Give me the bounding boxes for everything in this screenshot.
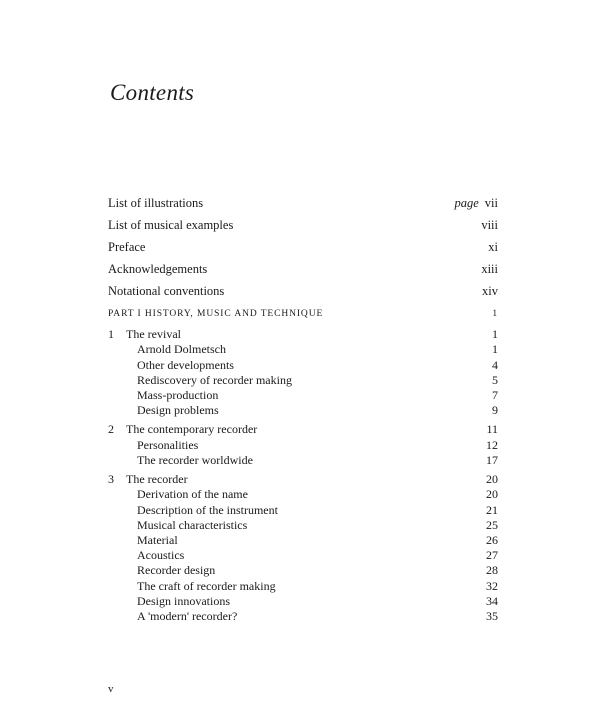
toc-entry-page: 9 <box>492 403 498 418</box>
toc-entry-page: 7 <box>492 387 498 402</box>
toc-entry-notational-conventions[interactable] <box>108 280 498 302</box>
section-title: Musical characteristics <box>137 517 248 532</box>
section-title: Rediscovery of recorder making <box>137 372 292 387</box>
toc-part-heading[interactable] <box>108 302 498 327</box>
toc-entry-label: List of illustrations <box>108 196 204 210</box>
page-word: page <box>454 196 479 210</box>
toc-section[interactable] <box>108 487 498 502</box>
toc-section[interactable] <box>108 594 498 609</box>
toc-entry-page: xi <box>488 240 498 254</box>
toc-entry-page: xiv <box>482 284 498 298</box>
toc-section[interactable] <box>108 342 498 357</box>
toc-entry-page: 25 <box>486 517 498 532</box>
section-title: Personalities <box>137 437 199 452</box>
toc-entry-page: 1 <box>492 327 498 341</box>
section-title: Design problems <box>137 403 219 418</box>
part-label: PART I HISTORY, MUSIC AND TECHNIQUE <box>108 309 324 319</box>
toc-entry-acknowledgements[interactable] <box>108 258 498 280</box>
section-title: Arnold Dolmetsch <box>137 342 226 357</box>
toc-entry-page: 27 <box>486 548 498 563</box>
toc-entry-page: 20 <box>486 472 498 487</box>
toc-entry-page: 21 <box>486 502 498 517</box>
table-of-contents <box>108 192 498 624</box>
toc-section[interactable] <box>108 609 498 624</box>
chapter-number: 1 <box>108 327 114 341</box>
section-title: Recorder design <box>137 563 216 578</box>
section-title: Design innovations <box>137 593 230 608</box>
toc-section[interactable] <box>108 403 498 418</box>
toc-entry-page: 35 <box>486 608 498 623</box>
toc-entry-label: List of musical examples <box>108 218 234 232</box>
toc-entry-page: 28 <box>486 563 498 578</box>
toc-entry-page: 12 <box>486 437 498 452</box>
chapter-title: The revival <box>126 327 181 341</box>
toc-chapter-1[interactable] <box>108 327 498 342</box>
chapter-title: The contemporary recorder <box>126 422 258 437</box>
section-title: A 'modern' recorder? <box>137 608 238 623</box>
toc-entry-page: viii <box>481 218 498 232</box>
toc-section[interactable] <box>108 373 498 388</box>
toc-entry-list-of-illustrations[interactable] <box>108 192 498 214</box>
folio-page-number: v <box>108 683 114 695</box>
toc-entry-list-of-musical-examples[interactable] <box>108 214 498 236</box>
toc-entry-page <box>454 192 498 214</box>
chapter-number: 3 <box>108 472 114 487</box>
toc-chapter-3[interactable] <box>108 472 498 487</box>
section-title: Acoustics <box>137 548 185 563</box>
toc-section[interactable] <box>108 533 498 548</box>
toc-entry-page: 26 <box>486 533 498 548</box>
toc-section[interactable] <box>108 358 498 373</box>
section-title: Description of the instrument <box>137 502 278 517</box>
toc-entry-label: Notational conventions <box>108 284 225 298</box>
section-title: Material <box>137 533 178 548</box>
toc-chapter-2[interactable] <box>108 422 498 437</box>
toc-section[interactable] <box>108 548 498 563</box>
toc-entry-preface[interactable] <box>108 236 498 258</box>
toc-entry-page: 5 <box>492 372 498 387</box>
toc-entry-page: 1 <box>492 342 498 357</box>
toc-entry-page: 17 <box>486 452 498 467</box>
toc-section[interactable] <box>108 388 498 403</box>
toc-section[interactable] <box>108 503 498 518</box>
section-title: Other developments <box>137 357 234 372</box>
section-title: The craft of recorder making <box>137 578 276 593</box>
toc-section[interactable] <box>108 563 498 578</box>
section-title: Mass-production <box>137 387 219 402</box>
toc-entry-page: 20 <box>486 487 498 502</box>
section-title: The recorder worldwide <box>137 452 253 467</box>
toc-entry-page: 4 <box>492 357 498 372</box>
toc-section[interactable] <box>108 453 498 468</box>
toc-entry-label: Acknowledgements <box>108 262 208 276</box>
toc-section[interactable] <box>108 518 498 533</box>
toc-entry-page: 1 <box>492 309 498 319</box>
toc-section[interactable] <box>108 438 498 453</box>
toc-entry-label: Preface <box>108 240 146 254</box>
section-title: Derivation of the name <box>137 487 248 502</box>
toc-entry-page: xiii <box>481 262 498 276</box>
toc-section[interactable] <box>108 579 498 594</box>
toc-entry-page: 11 <box>486 422 498 437</box>
chapter-title: The recorder <box>126 472 188 487</box>
toc-entry-page: 34 <box>486 593 498 608</box>
page-number: vii <box>484 196 498 210</box>
toc-entry-page: 32 <box>486 578 498 593</box>
chapter-number: 2 <box>108 422 114 437</box>
page-title: Contents <box>110 80 195 105</box>
